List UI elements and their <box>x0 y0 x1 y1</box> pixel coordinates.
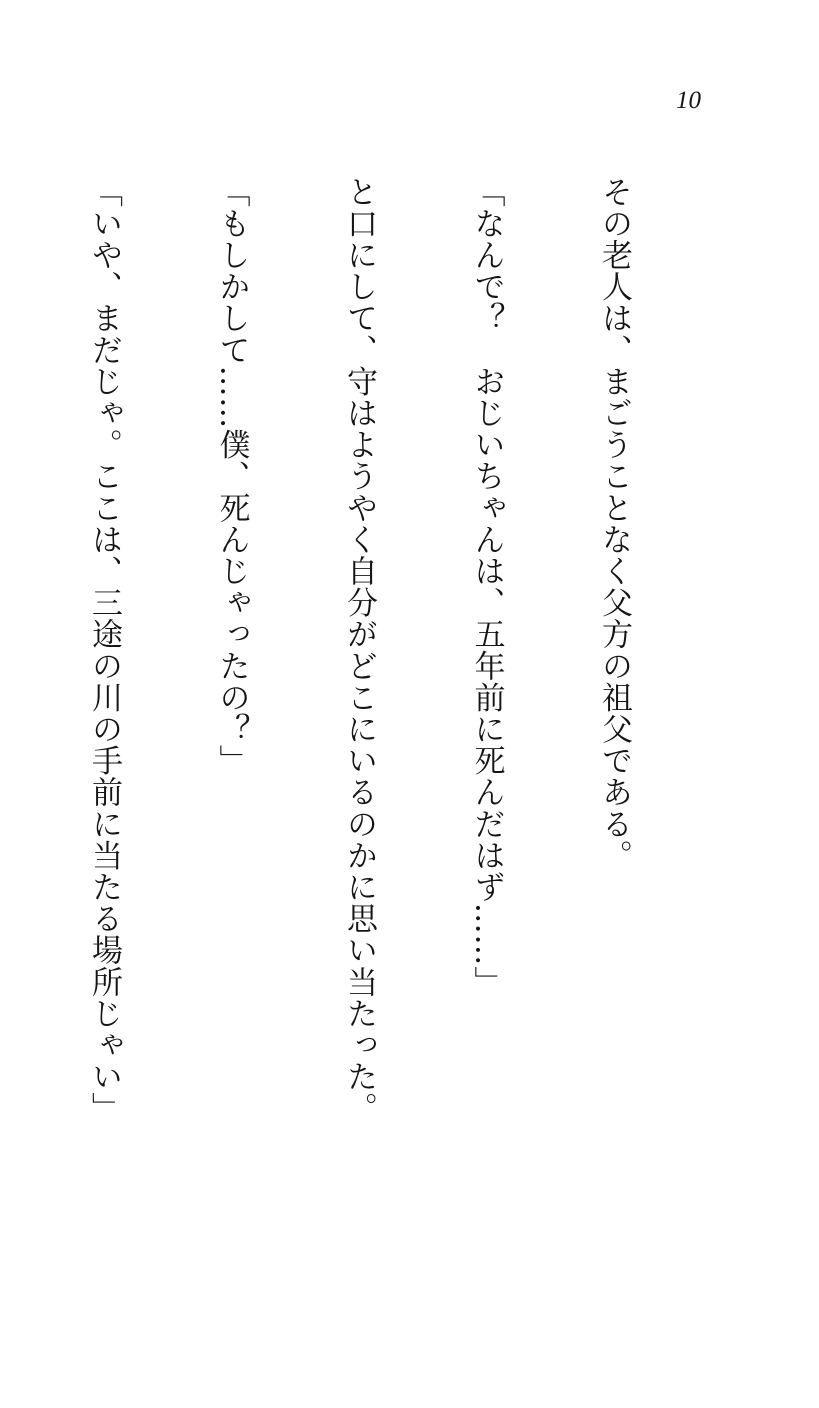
text-line-5: 「いや、まだじゃ。ここは、三途の川の手前に当たる場所じゃい」 <box>86 176 122 1124</box>
text-line-2: 「なんで？ おじいちゃんは、五年前に死んだはず……」 <box>468 176 505 998</box>
text-line-3: と口にして、守はようやく自分がどこにいるのかに思い当たった。 <box>341 176 377 1124</box>
text-line-1: その老人は、まごうことなく父方の祖父である。 <box>596 176 632 872</box>
novel-text <box>86 176 720 1124</box>
text-line-4: 「もしかして……僕、死んじゃったの？」 <box>213 176 250 777</box>
page-number: 10 <box>676 87 701 114</box>
